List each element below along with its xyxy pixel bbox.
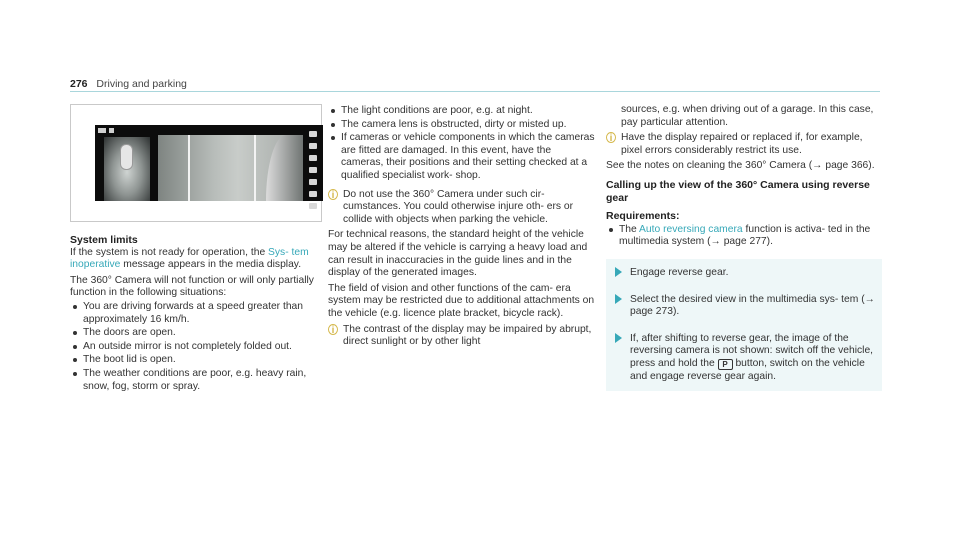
list-item bbox=[606, 224, 882, 249]
paragraph: For technical reasons, the standard height of the vehicle may be altered if the vehicle is carrying a heavy load and can result in inaccuracies in the guide lines and in the display of the generated images. bbox=[328, 229, 588, 279]
note bbox=[606, 132, 882, 157]
back-icon bbox=[98, 128, 106, 133]
instruction-steps bbox=[606, 259, 882, 391]
paragraph: sources, e.g. when driving out of a garage. In this case, pay particular attention. bbox=[621, 104, 874, 128]
menu-icon bbox=[109, 128, 114, 133]
bullet-icon bbox=[331, 109, 335, 113]
page-number: 276 bbox=[70, 78, 88, 90]
view-icon bbox=[309, 179, 317, 185]
guide-line bbox=[188, 135, 190, 201]
paragraph: See the notes on cleaning the 360° Camera (→ page 366). bbox=[606, 160, 875, 172]
note bbox=[328, 189, 596, 227]
text: An outside mirror is not completely folded out. bbox=[83, 340, 292, 352]
text: The camera lens is obstructed, dirty or misted up. bbox=[341, 118, 567, 130]
list-item bbox=[70, 301, 322, 326]
column-right bbox=[606, 104, 882, 391]
paragraph: The field of vision and other functions of the cam‐ era system may be restricted due to additional attachments on the vehicle (e.g. licence plate bracket, bicycle rack). bbox=[328, 282, 595, 319]
text: The bbox=[619, 223, 640, 235]
step-arrow-icon bbox=[615, 333, 622, 343]
text: Do not use the 360° Camera under such cir‐ cumstances. You could otherwise injure oth‐ ers or collide with objects when parking the vehicle. bbox=[343, 188, 574, 225]
text: Have the display repaired or replaced if, for example, pixel errors considerably restrict its use. bbox=[621, 132, 863, 156]
text: The light conditions are poor, e.g. at night. bbox=[341, 105, 533, 116]
bullet-icon bbox=[331, 136, 335, 140]
vehicle-icon bbox=[120, 144, 133, 170]
paragraph: The 360° Camera will not function or will only partially function in the following situations: bbox=[70, 274, 314, 299]
list-item bbox=[70, 327, 322, 340]
view-icon bbox=[309, 131, 317, 137]
requirements-label: Requirements: bbox=[606, 210, 680, 223]
text: Select the desired view in the multimedia sys‐ tem (→ page 273). bbox=[630, 293, 875, 318]
column-left bbox=[70, 104, 322, 393]
text: The weather conditions are poor, e.g. heavy rain, snow, fog, storm or spray. bbox=[83, 367, 307, 392]
list-item bbox=[70, 341, 322, 354]
text: button, switch on the vehicle and engage reverse gear again. bbox=[630, 357, 865, 382]
list-item bbox=[328, 119, 596, 132]
view-icon bbox=[309, 143, 317, 149]
media-display-screenshot bbox=[95, 125, 323, 201]
text: If cameras or vehicle components in which the cameras are fitted are damaged. In this event, have the cameras, their positions and their setting checked at a qualified specialist work‐ shop. bbox=[341, 132, 595, 181]
bullet-icon bbox=[331, 123, 335, 127]
guide-line bbox=[254, 135, 256, 201]
text: function is activa‐ ted in the multimedia system (→ page 277). bbox=[619, 223, 871, 248]
parking-camera-button-icon: P bbox=[718, 359, 733, 370]
text: You are driving forwards at a speed greater than approximately 16 km/h. bbox=[83, 300, 303, 325]
info-note-icon: i bbox=[606, 132, 616, 143]
text: If the system is not ready for operation, the bbox=[70, 246, 269, 258]
list-item bbox=[70, 368, 322, 393]
text: If, after shifting to reverse gear, the image of the reversing camera is not shown: switch off the vehicle, press and hold the bbox=[630, 332, 874, 369]
auto-reversing-camera-link[interactable]: Auto reversing camera bbox=[639, 223, 743, 235]
system-inoperative-message-link[interactable]: Sys‐ tem inoperative bbox=[70, 246, 309, 271]
list-item bbox=[328, 132, 596, 182]
bullet-icon bbox=[609, 228, 613, 232]
info-note-icon: i bbox=[328, 324, 338, 335]
section-title: Driving and parking bbox=[96, 78, 187, 90]
step-arrow-icon bbox=[615, 267, 622, 277]
step-item bbox=[606, 294, 882, 319]
page-header bbox=[70, 78, 880, 92]
paragraph bbox=[70, 247, 322, 272]
text: Engage reverse gear. bbox=[630, 266, 729, 278]
step-item bbox=[606, 333, 882, 383]
list-item bbox=[328, 105, 596, 118]
step-arrow-icon bbox=[615, 294, 622, 304]
note bbox=[328, 324, 596, 349]
bullet-icon bbox=[73, 372, 77, 376]
top-view-image bbox=[104, 137, 150, 201]
bullet-icon bbox=[73, 358, 77, 362]
info-note-icon: i bbox=[328, 189, 338, 200]
bullet-list bbox=[70, 301, 322, 393]
bullet-list bbox=[606, 224, 882, 249]
system-limits-heading: System limits bbox=[70, 234, 138, 246]
text: The doors are open. bbox=[83, 327, 176, 339]
column-middle bbox=[328, 104, 596, 349]
bullet-icon bbox=[73, 345, 77, 349]
view-icon bbox=[309, 155, 317, 161]
list-item bbox=[70, 354, 322, 367]
text: message appears in the media display. bbox=[120, 259, 302, 271]
view-icon bbox=[309, 203, 317, 209]
bullet-list bbox=[328, 105, 596, 183]
side-camera-image bbox=[158, 135, 303, 201]
view-selector-icons bbox=[309, 131, 319, 215]
step-item bbox=[606, 267, 882, 280]
view-icon bbox=[309, 167, 317, 173]
section-heading: Calling up the view of the 360° Camera using reverse gear bbox=[606, 178, 870, 204]
bullet-icon bbox=[73, 305, 77, 309]
camera-display-figure bbox=[70, 104, 322, 222]
text: The contrast of the display may be impaired by abrupt, direct sunlight or by other light bbox=[343, 323, 592, 348]
view-icon bbox=[309, 191, 317, 197]
text: The boot lid is open. bbox=[83, 354, 176, 366]
bullet-icon bbox=[73, 331, 77, 335]
vehicle-side-image bbox=[266, 135, 303, 201]
